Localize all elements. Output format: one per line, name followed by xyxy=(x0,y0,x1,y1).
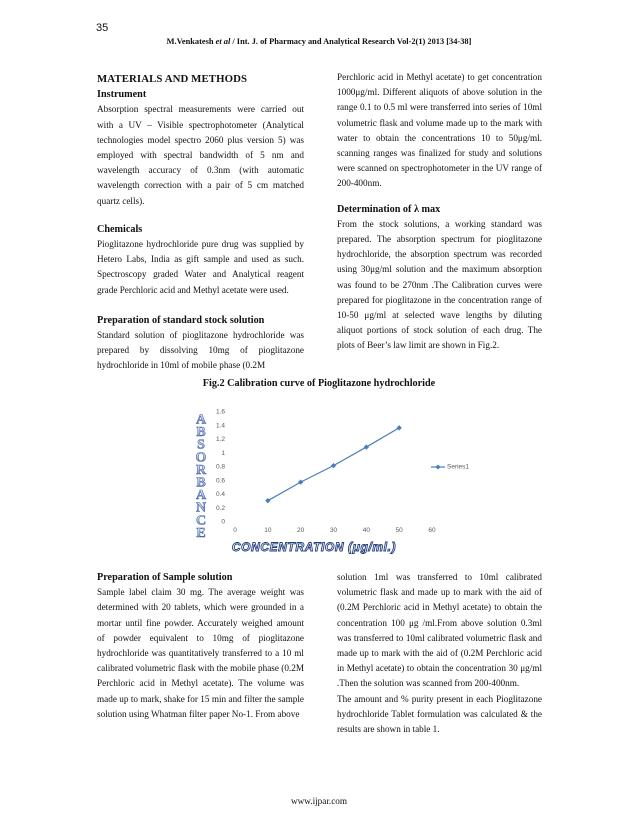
data-point xyxy=(364,444,369,449)
legend-marker xyxy=(435,464,440,469)
y-axis-title-letter: A xyxy=(195,412,207,428)
sample-heading: Preparation of Sample solution xyxy=(97,572,233,583)
chart-legend xyxy=(431,464,469,471)
chemicals-heading: Chemicals xyxy=(97,223,143,235)
y-axis-title-letter: R xyxy=(195,462,207,478)
y-tick-label: 1.2 xyxy=(215,436,225,444)
running-head-et-al: et al xyxy=(215,37,231,46)
left-column-bottom xyxy=(97,570,304,722)
data-point xyxy=(265,498,270,503)
x-axis-ticks xyxy=(233,527,436,534)
section-title: MATERIALS AND METHODS xyxy=(97,73,248,85)
y-axis-title-letter: B xyxy=(196,475,206,491)
page-number: 35 xyxy=(96,22,109,34)
x-tick-label: 20 xyxy=(297,527,305,534)
running-head-journal: / Int. J. of Pharmacy and Analytical Research Vol-2(1) 2013 [34-38] xyxy=(230,37,472,46)
x-tick-label: 50 xyxy=(395,527,403,534)
y-tick-label: 0.6 xyxy=(215,477,225,485)
data-point xyxy=(331,463,336,468)
left-column-top xyxy=(97,72,304,374)
instrument-text: Absorption spectral measurements were carried out with a UV – Visible spectrophotometer (Analytical technologies model spectro 2060 plus version 5) was employed with spectral bandwidth of 5 nm and wavelength accuracy of 0.3nm (with automatic wavelength correction with a pair of 5 cm matched quartz cells). xyxy=(97,104,304,206)
lambda-heading: Determination of λ max xyxy=(337,203,441,215)
x-tick-label: 60 xyxy=(428,527,436,534)
y-axis-ticks xyxy=(216,409,225,526)
y-tick-label: 1.4 xyxy=(215,422,225,430)
instrument-heading: Instrument xyxy=(97,89,147,101)
running-head-authors: M.Venkatesh xyxy=(166,37,216,46)
y-axis-title xyxy=(196,413,207,541)
series-points xyxy=(265,425,402,503)
legend-label: Series1 xyxy=(447,463,470,471)
y-tick-label: 0.8 xyxy=(215,463,225,471)
x-axis-title: CONCENTRATION (μg/ml.) xyxy=(231,540,397,554)
figure-caption: Fig.2 Calibration curve of Pioglitazone hydrochloride xyxy=(202,378,436,389)
results-text: The amount and % purity present in each Pioglitazone hydrochloride Tablet formulation was calculated & the results are shown in table 1. xyxy=(337,693,542,735)
y-axis-title-letter: S xyxy=(197,437,205,453)
y-tick-label: 1 xyxy=(221,449,225,457)
right-column-bottom xyxy=(337,570,542,737)
data-point xyxy=(396,425,401,430)
x-tick-label: 0 xyxy=(233,527,237,534)
stock-text: Standard solution of pioglitazone hydrochloride was prepared by dissolving 10mg of pioglitazone hydrochloride in 10ml of mobile phase (0.2M xyxy=(97,330,304,371)
y-axis-title-letter: B xyxy=(196,425,206,441)
data-point xyxy=(298,479,303,484)
y-axis-title-letter: A xyxy=(195,488,207,504)
right-column-top xyxy=(337,70,542,354)
running-head xyxy=(0,37,638,46)
y-tick-label: 1.6 xyxy=(215,408,225,416)
y-tick-label: 0.4 xyxy=(215,491,225,499)
y-axis-title-letter: E xyxy=(196,525,206,541)
x-tick-label: 30 xyxy=(329,527,338,534)
y-axis-title-letter: C xyxy=(195,513,207,529)
lambda-text: From the stock solutions, a working standard was prepared. The absorption spectrum for pioglitazone hydrochloride, the absorption spectrum was recorded using 30μg/ml solution and the maximum absorption was found to be 270nm .The Calibration curves were prepared for pioglitazone in the concentration range of 10-50 μg/ml at selected wave lengths by diluting aliquot portions of stock solution of each drug. The plots of Beer’s law limit are shown in Fig.2. xyxy=(337,218,542,351)
stock-continuation-text: Perchloric acid in Methyl acetate) to get concentration 1000μg/ml. Different aliquots of above solution in the range 0.1 to 0.5 ml were transferred into series of 10ml volumetric flask and volume made up to the mark with water to obtain the concentrations 10 to 50μg/ml. scanning ranges was finalized for study and solutions were scanned on spectrophotometer in the UV range of 200-400nm. xyxy=(337,72,542,189)
calibration-chart xyxy=(188,402,470,558)
y-tick-label: 0 xyxy=(221,518,225,526)
y-axis-title-letter: N xyxy=(195,500,207,516)
footer-url: www.ijpar.com xyxy=(290,796,348,806)
sample-continuation-text: solution 1ml was transferred to 10ml calibrated volumetric flask and made up to mark with the aid of (0.2M Perchloric acid in Methyl acetate) to obtain the concentration 100 μg /ml.From above solution 0.3ml was transferred to 10ml calibrated volumetric flask and made up to mark with the aid of (0.2M Perchloric acid in Methyl acetate) to obtain the concentration 30 μg/ml .Then the solution was scanned from 200-400nm. xyxy=(337,572,542,689)
x-tick-label: 10 xyxy=(264,527,272,534)
sample-text: Sample label claim 30 mg. The average weight was determined with 20 tablets, which were grounded in a mortar until fine powder. Accurately weighed amount of powder equivalent to 10mg of pioglitazone hydrochloride was quantitatively transferred to a 10 ml calibrated volumetric flask with the mobile phase (0.2M Perchloric acid in Methyl acetate). The volume was made up to mark, shake for 15 min and filter the sample solution using Whatman filter paper No-1. From above xyxy=(97,587,304,719)
y-axis-title-letter: O xyxy=(195,450,207,466)
stock-heading: Preparation of standard stock solution xyxy=(97,314,265,326)
chemicals-text: Pioglitazone hydrochloride pure drug was supplied by Hetero Labs, India as gift sample and used as such. Spectroscopy graded Water and Analytical reagent grade Perchloric acid and Methyl acetate were used. xyxy=(97,239,304,295)
y-tick-label: 0.2 xyxy=(215,504,225,512)
x-tick-label: 40 xyxy=(362,527,370,534)
